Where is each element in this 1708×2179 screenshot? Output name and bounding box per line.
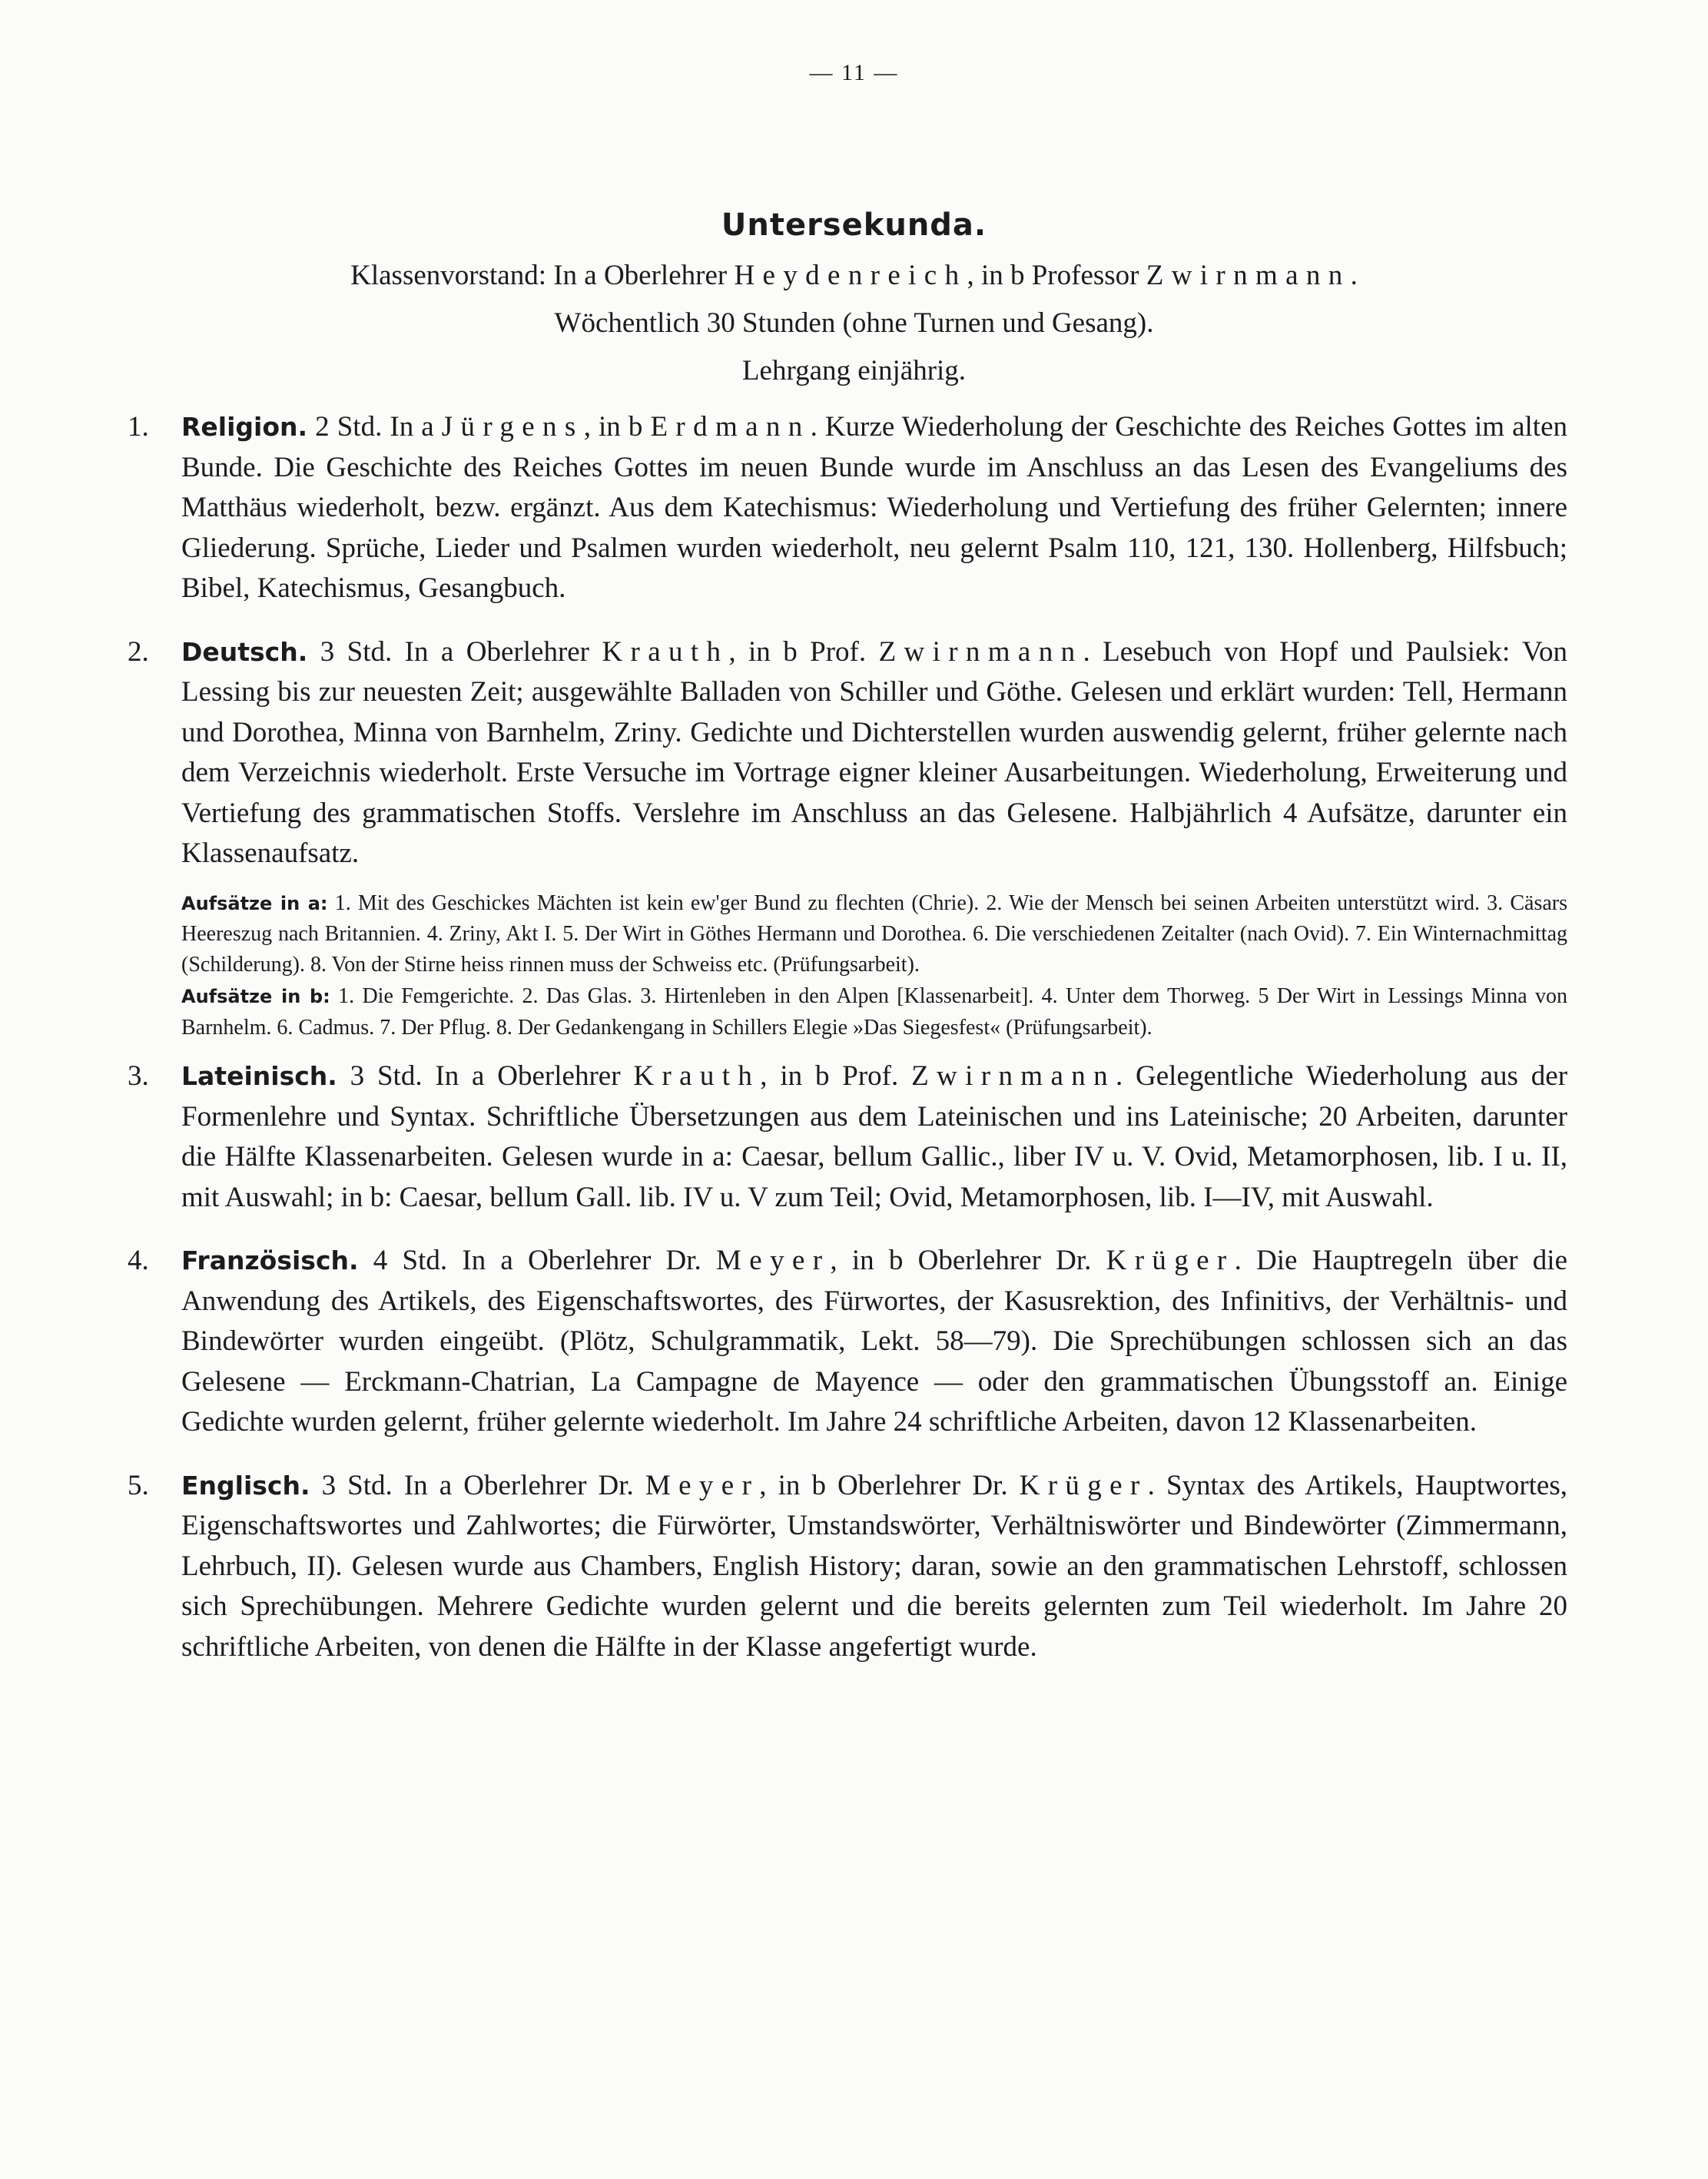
essay-topics-a — [181, 888, 1567, 980]
class-teachers-line: Klassenvorstand: In a Oberlehrer Heydenreich, in b Professor Zwirnmann. — [350, 260, 1358, 291]
section-header — [0, 207, 1708, 395]
subject-number: 4. — [128, 1245, 149, 1276]
essay-label-a: Aufsätze in a: — [181, 892, 328, 914]
subject-text: 3 Std. In a Oberlehrer Krauth, in b Prof. Zwirnmann. Gelegentliche Wiederholung aus der Formenlehre und Syntax. Schriftliche Übersetzungen aus dem Lateinischen und ins Lateinische; 20 Arbeiten, darunter die Hälfte Klassenarbeiten. Gelesen wurde in a: Caesar, bellum Gallic., liber IV u. V. Ovid, Metamorphosen, lib. I u. II, mit Auswahl; in b: Caesar, bellum Gall. lib. IV u. V zum Teil; Ovid, Metamorphosen, lib. I—IV, mit Auswahl. — [181, 1060, 1568, 1213]
section-title: Untersekunda. — [721, 207, 987, 243]
essay-text-b: 1. Die Femgerichte. 2. Das Glas. 3. Hirtenleben in den Alpen [Klassenarbeit]. 4. Unter dem Thorweg. 5 Der Wirt in Lessings Minna von Barnhelm. 6. Cadmus. 7. Der Pflug. 8. Der Gedankengang in Schillers Elegie »Das Siegesfest« (Prüfungsarbeit). — [181, 984, 1567, 1040]
essay-topics-b — [181, 981, 1567, 1043]
subject-number: 2. — [128, 635, 149, 668]
subject-name: Religion. — [181, 412, 308, 442]
subject-text: 3 Std. In a Oberlehrer Krauth, in b Prof. Zwirnmann. Lesebuch von Hopf und Paulsiek: Von Lessing bis zur neuesten Zeit; ausgewählte Balladen von Schiller und Göthe. Gelesen und erklärt wurden: Tell, Hermann und Dorothea, Minna von Barnhelm, Zriny. Gedichte und Dichterstellen wurden auswendig gelernt, früher gelernte nach dem Verzeichnis wiederholt. Erste Versuche im Vortrage eigner kleiner Ausarbeitungen. Wiederholung, Erweiterung und Vertiefung des grammatischen Stoffs. Verslehre im Anschluss an das Gelesene. Halbjährlich 4 Aufsätze, darunter ein Klassenaufsatz. — [181, 635, 1567, 869]
subjects-list — [115, 407, 1567, 1667]
subject-name: Französisch. — [181, 1245, 359, 1275]
subject-text: 4 Std. In a Oberlehrer Dr. Meyer, in b Oberlehrer Dr. Krüger. Die Hauptregeln über die Anwendung des Artikels, des Eigenschaftswortes, des Fürwortes, der Kasusrektion, des Infinitivs, der Verhältnis- und Bindewörter wurden eingeübt. (Plötz, Schulgrammatik, Lekt. 58—79). Die Sprechübungen schlossen sich an das Gelesene — Erckmann-Chatrian, La Campagne de Mayence — oder den grammatischen Übungsstoff an. Einige Gedichte wurden gelernt, früher gelernte wiederholt. Im Jahre 24 schriftliche Arbeiten, davon 12 Klassenarbeiten. — [181, 1245, 1567, 1438]
course-duration-line: Lehrgang einjährig. — [741, 355, 967, 386]
subject-number: 5. — [128, 1469, 149, 1501]
subject-text: 2 Std. In a Jürgens, in b Erdmann. Kurze Wiederholung der Geschichte des Reiches Gottes im alten Bunde. Die Geschichte des Reiches Gottes im neuen Bunde wurde im Anschluss an das Lesen des Evangeliums des Matthäus wiederholt, bezw. ergänzt. Aus dem Katechismus: Wiederholung und Vertiefung des früher Gelernten; innere Gliederung. Sprüche, Lieder und Psalmen wurden wiederholt, neu gelernt Psalm 110, 121, 130. Hollenberg, Hilfsbuch; Bibel, Katechismus, Gesangbuch. — [181, 411, 1567, 604]
subject-religion — [115, 407, 1567, 609]
essay-topics — [115, 888, 1567, 1043]
essay-label-b: Aufsätze in b: — [181, 986, 330, 1007]
subject-deutsch — [115, 632, 1567, 874]
subject-franzoesisch — [115, 1241, 1567, 1443]
subject-name: Deutsch. — [181, 636, 308, 667]
page-number: — 11 — — [809, 60, 899, 85]
weekly-hours-line: Wöchentlich 30 Stunden (ohne Turnen und Gesang). — [554, 307, 1154, 339]
subject-number: 1. — [128, 411, 149, 443]
subject-text: 3 Std. In a Oberlehrer Dr. Meyer, in b Oberlehrer Dr. Krüger. Syntax des Artikels, Hauptwortes, Eigenschaftswortes und Zahlwortes; die Fürwörter, Umstandswörter, Verhältniswörter und Bindewörter (Zimmermann, Lehrbuch, II). Gelesen wurde aus Chambers, English History; daran, sowie an den grammatischen Lehrstoff, schlossen sich Sprechübungen. Mehrere Gedichte wurden gelernt und die bereits gelernten zum Teil wiederholt. Im Jahre 20 schriftliche Arbeiten, von denen die Hälfte in der Klasse angefertigt wurde. — [181, 1469, 1568, 1663]
subject-lateinisch — [115, 1056, 1567, 1218]
subject-name: Englisch. — [181, 1470, 310, 1501]
subject-name: Lateinisch. — [181, 1061, 337, 1091]
subject-number: 3. — [128, 1060, 149, 1092]
essay-text-a: 1. Mit des Geschickes Mächten ist kein ew'ger Bund zu flechten (Chrie). 2. Wie der Mensch bei seinen Arbeiten unterstützt wird. 3. Cäsars Heereszug nach Britannien. 4. Zriny, Akt I. 5. Der Wirt in Göthes Hermann und Dorothea. 6. Die verschiedenen Zeitalter (nach Ovid). 7. Ein Winternachmittag (Schilderung). 8. Von der Stirne heiss rinnen muss der Schweiss etc. (Prüfungsarbeit). — [181, 891, 1567, 977]
subject-englisch — [115, 1466, 1567, 1668]
